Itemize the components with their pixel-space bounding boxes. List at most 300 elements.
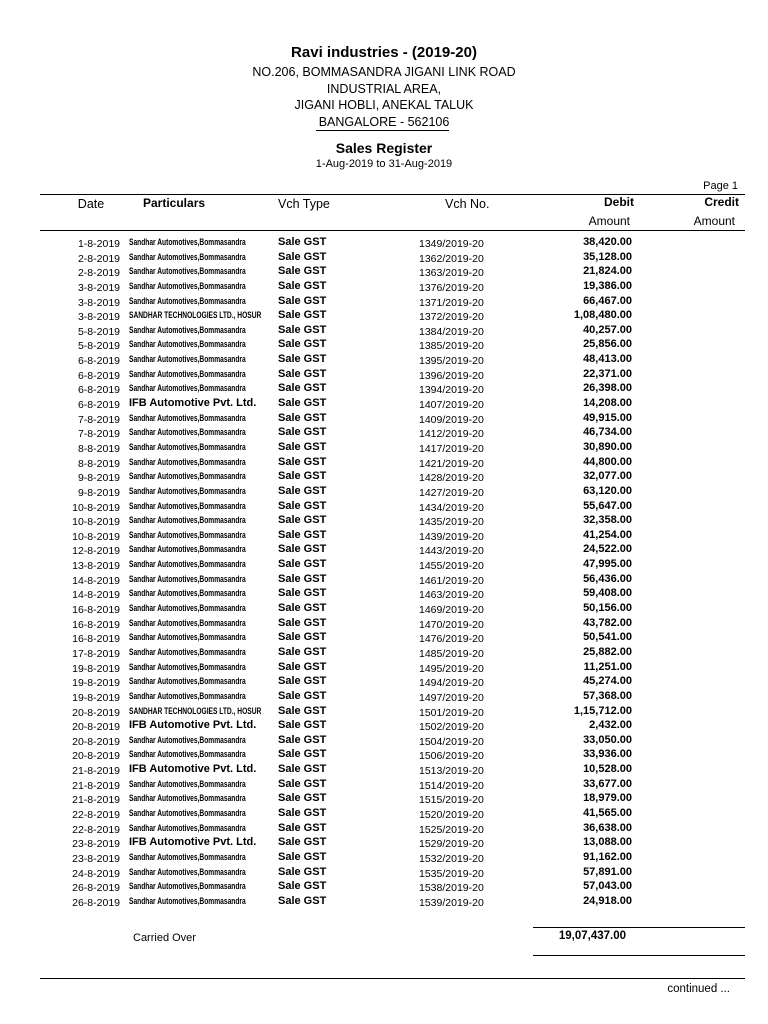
- table-row: [0, 602, 768, 617]
- row-debit: 19,386.00: [583, 279, 632, 292]
- header-bottom-rule: [40, 230, 745, 231]
- row-date: 6-8-2019: [77, 384, 120, 397]
- row-debit: 25,882.00: [583, 645, 632, 658]
- row-vch-no: 1515/2019-20: [419, 794, 484, 807]
- row-vch-no: 1455/2019-20: [419, 560, 484, 573]
- row-debit: 57,043.00: [583, 880, 632, 893]
- row-vch-type: Sale GST: [278, 836, 327, 849]
- table-row: [0, 880, 768, 895]
- row-vch-type: Sale GST: [278, 250, 327, 263]
- row-vch-type: Sale GST: [278, 353, 327, 366]
- row-debit: 14,208.00: [583, 397, 632, 410]
- row-vch-type: Sale GST: [278, 558, 327, 571]
- address-line-4: BANGALORE - 562106: [318, 115, 450, 129]
- row-date: 3-8-2019: [77, 281, 120, 294]
- report-period: 1-Aug-2019 to 31-Aug-2019: [315, 158, 453, 170]
- address-line-2: INDUSTRIAL AREA,: [326, 82, 442, 96]
- row-date: 6-8-2019: [77, 355, 120, 368]
- row-debit: 46,734.00: [583, 426, 632, 439]
- row-debit: 1,15,712.00: [573, 704, 632, 717]
- row-vch-no: 1384/2019-20: [419, 325, 484, 338]
- row-date: 16-8-2019: [72, 618, 120, 631]
- row-date: 2-8-2019: [77, 252, 120, 265]
- row-particulars: IFB Automotive Pvt. Ltd.: [129, 763, 257, 776]
- row-debit: 50,541.00: [583, 631, 632, 644]
- table-row: [0, 661, 768, 676]
- header-top-rule: [40, 194, 745, 195]
- row-debit: 47,995.00: [583, 558, 632, 571]
- row-vch-no: 1435/2019-20: [419, 516, 484, 529]
- table-row: [0, 719, 768, 734]
- row-particulars: Sandhar Automotives,Bommasandra: [129, 793, 246, 804]
- row-vch-type: Sale GST: [278, 470, 327, 483]
- table-row: [0, 295, 768, 310]
- page-bottom-rule: [40, 978, 745, 979]
- row-vch-no: 1439/2019-20: [419, 530, 484, 543]
- row-date: 2-8-2019: [77, 267, 120, 280]
- row-debit: 13,088.00: [583, 836, 632, 849]
- row-date: 20-8-2019: [72, 750, 120, 763]
- table-row: [0, 265, 768, 280]
- row-vch-type: Sale GST: [278, 689, 327, 702]
- row-particulars: Sandhar Automotives,Bommasandra: [129, 632, 246, 643]
- table-row: [0, 895, 768, 910]
- row-date: 5-8-2019: [77, 340, 120, 353]
- table-row: [0, 734, 768, 749]
- row-vch-no: 1434/2019-20: [419, 501, 484, 514]
- row-date: 7-8-2019: [77, 428, 120, 441]
- row-vch-type: Sale GST: [278, 792, 327, 805]
- table-row: [0, 514, 768, 529]
- table-row: [0, 822, 768, 837]
- row-date: 5-8-2019: [77, 325, 120, 338]
- row-debit: 59,408.00: [583, 587, 632, 600]
- row-date: 26-8-2019: [72, 896, 120, 909]
- row-vch-type: Sale GST: [278, 645, 327, 658]
- table-row: [0, 309, 768, 324]
- row-vch-no: 1417/2019-20: [419, 442, 484, 455]
- table-row: [0, 748, 768, 763]
- row-particulars: Sandhar Automotives,Bommasandra: [129, 544, 246, 555]
- table-row: [0, 705, 768, 720]
- col-header-vch-type: Vch Type: [278, 197, 330, 211]
- row-date: 12-8-2019: [72, 545, 120, 558]
- row-vch-no: 1520/2019-20: [419, 808, 484, 821]
- row-vch-no: 1513/2019-20: [419, 765, 484, 778]
- table-row: [0, 851, 768, 866]
- row-vch-type: Sale GST: [278, 777, 327, 790]
- row-vch-type: Sale GST: [278, 411, 327, 424]
- row-debit: 66,467.00: [583, 294, 632, 307]
- row-particulars: Sandhar Automotives,Bommasandra: [129, 603, 246, 614]
- row-debit: 56,436.00: [583, 572, 632, 585]
- row-particulars: Sandhar Automotives,Bommasandra: [129, 251, 246, 262]
- carried-over-label: Carried Over: [133, 932, 196, 944]
- row-debit: 18,979.00: [583, 792, 632, 805]
- row-particulars: Sandhar Automotives,Bommasandra: [129, 354, 246, 365]
- row-particulars: IFB Automotive Pvt. Ltd.: [129, 719, 257, 732]
- table-row: [0, 543, 768, 558]
- row-vch-type: Sale GST: [278, 894, 327, 907]
- row-vch-type: Sale GST: [278, 763, 327, 776]
- row-vch-type: Sale GST: [278, 733, 327, 746]
- row-vch-type: Sale GST: [278, 631, 327, 644]
- row-date: 26-8-2019: [72, 882, 120, 895]
- table-row: [0, 792, 768, 807]
- row-date: 23-8-2019: [72, 852, 120, 865]
- row-vch-no: 1485/2019-20: [419, 647, 484, 660]
- row-vch-no: 1476/2019-20: [419, 633, 484, 646]
- table-row: [0, 807, 768, 822]
- table-row: [0, 338, 768, 353]
- row-debit: 49,915.00: [583, 411, 632, 424]
- row-debit: 22,371.00: [583, 367, 632, 380]
- row-particulars: Sandhar Automotives,Bommasandra: [129, 573, 246, 584]
- row-date: 19-8-2019: [72, 691, 120, 704]
- row-date: 19-8-2019: [72, 662, 120, 675]
- row-particulars: Sandhar Automotives,Bommasandra: [129, 515, 246, 526]
- row-date: 21-8-2019: [72, 765, 120, 778]
- row-debit: 41,565.00: [583, 806, 632, 819]
- table-row: [0, 426, 768, 441]
- row-vch-no: 1396/2019-20: [419, 369, 484, 382]
- total-top-rule: [533, 927, 745, 928]
- row-date: 17-8-2019: [72, 647, 120, 660]
- row-particulars: IFB Automotive Pvt. Ltd.: [129, 397, 257, 410]
- table-row: [0, 456, 768, 471]
- row-particulars: Sandhar Automotives,Bommasandra: [129, 822, 246, 833]
- row-particulars: Sandhar Automotives,Bommasandra: [129, 456, 246, 467]
- row-particulars: Sandhar Automotives,Bommasandra: [129, 500, 246, 511]
- row-vch-no: 1372/2019-20: [419, 311, 484, 324]
- row-vch-type: Sale GST: [278, 323, 327, 336]
- company-name: Ravi industries - (2019-20): [291, 44, 477, 61]
- carried-over-total: 19,07,437.00: [558, 930, 626, 942]
- row-vch-type: Sale GST: [278, 265, 327, 278]
- row-vch-no: 1501/2019-20: [419, 706, 484, 719]
- col-header-date: Date: [77, 197, 105, 211]
- row-vch-no: 1529/2019-20: [419, 838, 484, 851]
- row-vch-type: Sale GST: [278, 397, 327, 410]
- row-debit: 1,08,480.00: [573, 309, 632, 322]
- row-debit: 48,413.00: [583, 353, 632, 366]
- row-date: 22-8-2019: [72, 808, 120, 821]
- row-debit: 44,800.00: [583, 455, 632, 468]
- row-particulars: Sandhar Automotives,Bommasandra: [129, 280, 246, 291]
- col-header-vch-no: Vch No.: [445, 197, 490, 211]
- row-debit: 35,128.00: [583, 250, 632, 263]
- row-debit: 11,251.00: [583, 660, 632, 673]
- table-row: [0, 866, 768, 881]
- row-vch-type: Sale GST: [278, 660, 327, 673]
- row-vch-type: Sale GST: [278, 880, 327, 893]
- row-date: 6-8-2019: [77, 399, 120, 412]
- row-debit: 24,918.00: [583, 894, 632, 907]
- table-row: [0, 251, 768, 266]
- row-particulars: Sandhar Automotives,Bommasandra: [129, 588, 246, 599]
- row-particulars: Sandhar Automotives,Bommasandra: [129, 339, 246, 350]
- row-vch-no: 1349/2019-20: [419, 238, 484, 250]
- row-vch-type: Sale GST: [278, 865, 327, 878]
- row-vch-type: Sale GST: [278, 806, 327, 819]
- row-vch-type: Sale GST: [278, 748, 327, 761]
- table-row: [0, 470, 768, 485]
- report-title: Sales Register: [335, 140, 433, 156]
- table-row: [0, 280, 768, 295]
- row-vch-no: 1443/2019-20: [419, 545, 484, 558]
- row-particulars: Sandhar Automotives,Bommasandra: [129, 646, 246, 657]
- row-vch-no: 1463/2019-20: [419, 589, 484, 602]
- row-debit: 36,638.00: [583, 821, 632, 834]
- row-vch-no: 1506/2019-20: [419, 750, 484, 763]
- row-date: 23-8-2019: [72, 838, 120, 851]
- row-debit: 33,936.00: [583, 748, 632, 761]
- row-date: 7-8-2019: [77, 413, 120, 426]
- row-date: 14-8-2019: [72, 574, 120, 587]
- row-particulars: Sandhar Automotives,Bommasandra: [129, 895, 246, 906]
- table-row: [0, 529, 768, 544]
- row-date: 14-8-2019: [72, 589, 120, 602]
- row-particulars: IFB Automotive Pvt. Ltd.: [129, 836, 257, 849]
- row-vch-no: 1495/2019-20: [419, 662, 484, 675]
- row-debit: 57,368.00: [583, 689, 632, 702]
- row-particulars: Sandhar Automotives,Bommasandra: [129, 383, 246, 394]
- row-vch-type: Sale GST: [278, 294, 327, 307]
- row-particulars: SANDHAR TECHNOLOGIES LTD., HOSUR: [129, 310, 262, 321]
- row-vch-type: Sale GST: [278, 279, 327, 292]
- row-particulars: Sandhar Automotives,Bommasandra: [129, 559, 246, 570]
- row-vch-type: Sale GST: [278, 602, 327, 615]
- row-particulars: Sandhar Automotives,Bommasandra: [129, 412, 246, 423]
- row-vch-no: 1407/2019-20: [419, 399, 484, 412]
- row-particulars: Sandhar Automotives,Bommasandra: [129, 807, 246, 818]
- row-vch-type: Sale GST: [278, 572, 327, 585]
- table-row: [0, 587, 768, 602]
- row-date: 3-8-2019: [77, 296, 120, 309]
- row-vch-type: Sale GST: [278, 514, 327, 527]
- table-row: [0, 236, 768, 251]
- table-row: [0, 353, 768, 368]
- row-date: 8-8-2019: [77, 442, 120, 455]
- table-row: [0, 412, 768, 427]
- row-debit: 33,677.00: [583, 777, 632, 790]
- row-debit: 32,358.00: [583, 514, 632, 527]
- row-debit: 55,647.00: [583, 499, 632, 512]
- table-row: [0, 778, 768, 793]
- row-date: 24-8-2019: [72, 867, 120, 880]
- row-vch-type: Sale GST: [278, 850, 327, 863]
- row-vch-no: 1421/2019-20: [419, 457, 484, 470]
- row-date: 6-8-2019: [77, 369, 120, 382]
- row-debit: 30,890.00: [583, 440, 632, 453]
- col-header-particulars: Particulars: [143, 196, 206, 210]
- row-particulars: Sandhar Automotives,Bommasandra: [129, 749, 246, 760]
- row-vch-type: Sale GST: [278, 455, 327, 468]
- row-vch-no: 1363/2019-20: [419, 267, 484, 280]
- row-date: 19-8-2019: [72, 677, 120, 690]
- table-row: [0, 485, 768, 500]
- address-underline: [316, 130, 449, 131]
- row-vch-type: Sale GST: [278, 528, 327, 541]
- row-debit: 32,077.00: [583, 470, 632, 483]
- row-particulars: Sandhar Automotives,Bommasandra: [129, 676, 246, 687]
- row-date: 9-8-2019: [77, 472, 120, 485]
- row-particulars: Sandhar Automotives,Bommasandra: [129, 471, 246, 482]
- row-debit: 41,254.00: [583, 528, 632, 541]
- address-line-1: NO.206, BOMMASANDRA JIGANI LINK ROAD: [252, 65, 516, 79]
- row-particulars: Sandhar Automotives,Bommasandra: [129, 851, 246, 862]
- table-row: [0, 631, 768, 646]
- table-row: [0, 500, 768, 515]
- row-date: 20-8-2019: [72, 721, 120, 734]
- row-debit: 91,162.00: [583, 850, 632, 863]
- row-vch-no: 1362/2019-20: [419, 252, 484, 265]
- row-vch-type: Sale GST: [278, 543, 327, 556]
- row-vch-no: 1502/2019-20: [419, 721, 484, 734]
- row-date: 13-8-2019: [72, 560, 120, 573]
- row-vch-type: Sale GST: [278, 704, 327, 717]
- row-date: 20-8-2019: [72, 735, 120, 748]
- row-particulars: Sandhar Automotives,Bommasandra: [129, 237, 246, 247]
- table-row: [0, 836, 768, 851]
- row-debit: 45,274.00: [583, 675, 632, 688]
- row-vch-no: 1427/2019-20: [419, 486, 484, 499]
- row-date: 3-8-2019: [77, 311, 120, 324]
- row-date: 10-8-2019: [72, 530, 120, 543]
- row-vch-type: Sale GST: [278, 338, 327, 351]
- row-particulars: Sandhar Automotives,Bommasandra: [129, 529, 246, 540]
- table-row: [0, 441, 768, 456]
- row-vch-type: Sale GST: [278, 616, 327, 629]
- table-row: [0, 617, 768, 632]
- table-row: [0, 382, 768, 397]
- row-vch-no: 1385/2019-20: [419, 340, 484, 353]
- table-row: [0, 324, 768, 339]
- row-vch-type: Sale GST: [278, 367, 327, 380]
- row-date: 8-8-2019: [77, 457, 120, 470]
- table-row: [0, 368, 768, 383]
- row-date: 20-8-2019: [72, 706, 120, 719]
- table-row: [0, 397, 768, 412]
- row-vch-no: 1412/2019-20: [419, 428, 484, 441]
- table-row: [0, 763, 768, 778]
- row-debit: 50,156.00: [583, 602, 632, 615]
- row-vch-type: Sale GST: [278, 440, 327, 453]
- row-particulars: Sandhar Automotives,Bommasandra: [129, 368, 246, 379]
- row-vch-no: 1535/2019-20: [419, 867, 484, 880]
- col-header-debit-amount: Amount: [588, 214, 630, 228]
- row-vch-no: 1538/2019-20: [419, 882, 484, 895]
- col-header-credit: Credit: [704, 195, 739, 209]
- row-vch-no: 1525/2019-20: [419, 823, 484, 836]
- row-particulars: Sandhar Automotives,Bommasandra: [129, 295, 246, 306]
- row-vch-type: Sale GST: [278, 382, 327, 395]
- row-debit: 24,522.00: [583, 543, 632, 556]
- col-header-debit: Debit: [604, 195, 634, 209]
- row-particulars: SANDHAR TECHNOLOGIES LTD., HOSUR: [129, 705, 262, 716]
- row-debit: 10,528.00: [583, 763, 632, 776]
- table-row: [0, 690, 768, 705]
- row-vch-no: 1470/2019-20: [419, 618, 484, 631]
- row-vch-type: Sale GST: [278, 821, 327, 834]
- row-debit: 63,120.00: [583, 484, 632, 497]
- row-vch-type: Sale GST: [278, 587, 327, 600]
- row-vch-no: 1514/2019-20: [419, 779, 484, 792]
- row-vch-no: 1428/2019-20: [419, 472, 484, 485]
- row-particulars: Sandhar Automotives,Bommasandra: [129, 866, 246, 877]
- row-vch-type: Sale GST: [278, 499, 327, 512]
- row-vch-no: 1532/2019-20: [419, 852, 484, 865]
- row-date: 16-8-2019: [72, 604, 120, 617]
- table-row: [0, 558, 768, 573]
- continued-note: continued ...: [667, 983, 730, 995]
- row-vch-no: 1494/2019-20: [419, 677, 484, 690]
- row-particulars: Sandhar Automotives,Bommasandra: [129, 734, 246, 745]
- row-debit: 2,432.00: [589, 719, 632, 732]
- row-vch-no: 1376/2019-20: [419, 281, 484, 294]
- row-vch-type: Sale GST: [278, 236, 327, 248]
- row-vch-no: 1504/2019-20: [419, 735, 484, 748]
- row-particulars: Sandhar Automotives,Bommasandra: [129, 266, 246, 277]
- row-vch-type: Sale GST: [278, 484, 327, 497]
- row-particulars: Sandhar Automotives,Bommasandra: [129, 441, 246, 452]
- row-particulars: Sandhar Automotives,Bommasandra: [129, 485, 246, 496]
- row-debit: 25,856.00: [583, 338, 632, 351]
- row-vch-type: Sale GST: [278, 309, 327, 322]
- register-rows: [0, 236, 768, 909]
- row-date: 22-8-2019: [72, 823, 120, 836]
- row-debit: 43,782.00: [583, 616, 632, 629]
- row-vch-no: 1409/2019-20: [419, 413, 484, 426]
- row-particulars: Sandhar Automotives,Bommasandra: [129, 661, 246, 672]
- address-line-3: JIGANI HOBLI, ANEKAL TALUK: [294, 98, 474, 112]
- row-debit: 26,398.00: [583, 382, 632, 395]
- row-vch-no: 1497/2019-20: [419, 691, 484, 704]
- row-particulars: Sandhar Automotives,Bommasandra: [129, 427, 246, 438]
- page-number: Page 1: [703, 180, 738, 192]
- row-vch-type: Sale GST: [278, 719, 327, 732]
- row-date: 16-8-2019: [72, 633, 120, 646]
- row-vch-no: 1395/2019-20: [419, 355, 484, 368]
- row-vch-type: Sale GST: [278, 675, 327, 688]
- row-date: 10-8-2019: [72, 501, 120, 514]
- row-particulars: Sandhar Automotives,Bommasandra: [129, 324, 246, 335]
- row-vch-no: 1469/2019-20: [419, 604, 484, 617]
- row-date: 21-8-2019: [72, 794, 120, 807]
- total-bottom-rule: [533, 955, 745, 956]
- row-debit: 21,824.00: [583, 265, 632, 278]
- row-date: 21-8-2019: [72, 779, 120, 792]
- table-row: [0, 675, 768, 690]
- row-vch-no: 1394/2019-20: [419, 384, 484, 397]
- row-vch-no: 1461/2019-20: [419, 574, 484, 587]
- row-debit: 40,257.00: [583, 323, 632, 336]
- row-debit: 38,420.00: [583, 236, 632, 248]
- row-particulars: Sandhar Automotives,Bommasandra: [129, 617, 246, 628]
- row-debit: 57,891.00: [583, 865, 632, 878]
- row-date: 10-8-2019: [72, 516, 120, 529]
- table-row: [0, 573, 768, 588]
- row-date: 9-8-2019: [77, 486, 120, 499]
- row-particulars: Sandhar Automotives,Bommasandra: [129, 778, 246, 789]
- row-debit: 33,050.00: [583, 733, 632, 746]
- row-vch-no: 1539/2019-20: [419, 896, 484, 909]
- row-particulars: Sandhar Automotives,Bommasandra: [129, 881, 246, 892]
- row-date: 1-8-2019: [77, 238, 120, 250]
- row-vch-type: Sale GST: [278, 426, 327, 439]
- row-vch-no: 1371/2019-20: [419, 296, 484, 309]
- row-particulars: Sandhar Automotives,Bommasandra: [129, 690, 246, 701]
